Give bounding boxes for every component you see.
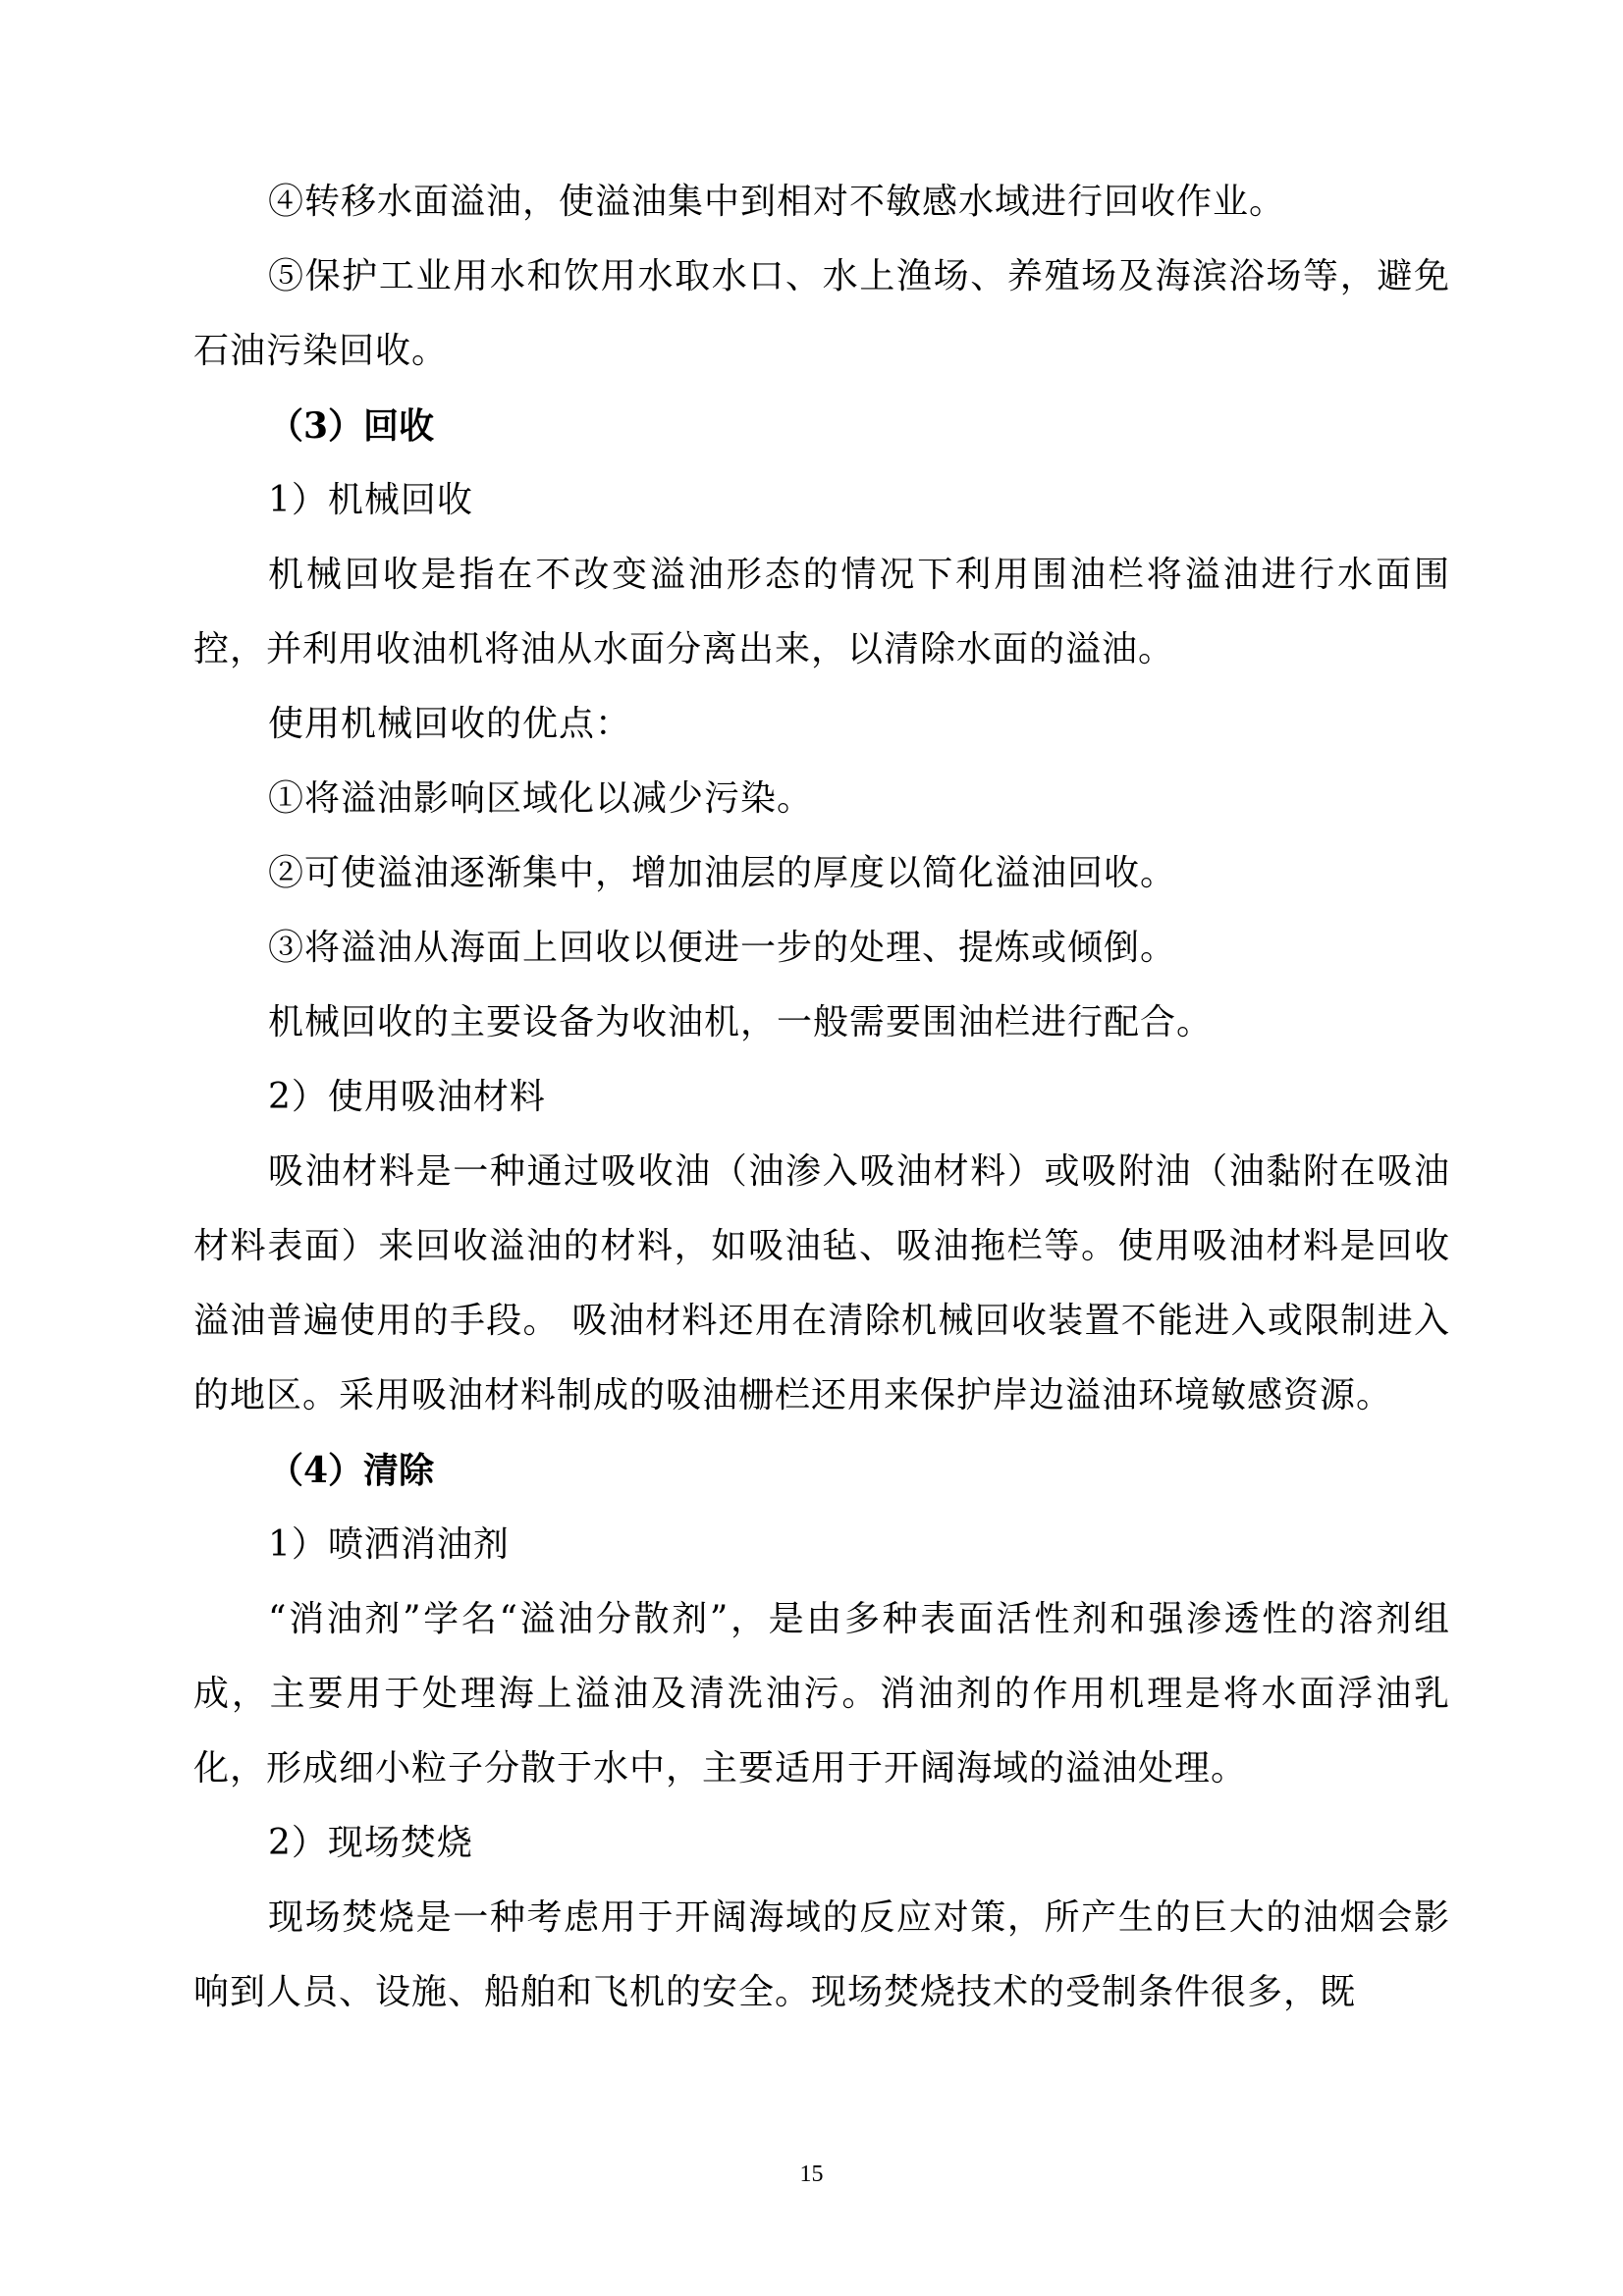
subsection-title: 1）喷洒消油剂 — [268, 1524, 510, 1565]
subsection-title: 1）机械回收 — [268, 480, 473, 520]
paragraph: ④转移水面溢油，使溢油集中到相对不敏感水域进行回收作业。 — [268, 182, 1286, 222]
body-text — [193, 165, 1450, 2030]
subsection-title: 2）使用吸油材料 — [268, 1077, 546, 1117]
section-heading: （3）回收 — [268, 405, 435, 447]
paragraph: 现场焚烧是一种考虑用于开阔海域的反应对策，所产生的巨大的油烟会影响到人员、设施、船舶和飞机的安全。现场焚烧技术的受制条件很多，既 — [193, 1897, 1450, 2012]
paragraph: 吸油材料是一种通过吸收油（油渗入吸油材料）或吸附油（油黏附在吸油材料表面）来回收溢油的材料，如吸油毡、吸油拖栏等。使用吸油材料是回收溢油普遍使用的手段。 吸油材料还用在清除机械回收装置不能进入或限制进入的地区。采用吸油材料制成的吸油栅栏还用来保护岸边溢油环境敏感资源。 — [193, 1151, 1450, 1415]
section-heading: （4）清除 — [268, 1450, 435, 1491]
list-item: ②可使溢油逐渐集中，增加油层的厚度以简化溢油回收。 — [268, 853, 1177, 893]
list-item: ①将溢油影响区域化以减少污染。 — [268, 778, 814, 819]
subsection-title: 2）现场焚烧 — [268, 1823, 473, 1863]
paragraph: 机械回收是指在不改变溢油形态的情况下利用围油栏将溢油进行水面围控，并利用收油机将油从水面分离出来，以清除水面的溢油。 — [193, 555, 1450, 669]
list-item: ③将溢油从海面上回收以便进一步的处理、提炼或倾倒。 — [268, 928, 1177, 968]
paragraph: 使用机械回收的优点： — [268, 704, 632, 744]
paragraph: “消油剂”学名“溢油分散剂”，是由多种表面活性剂和强渗透性的溶剂组成，主要用于处理海上溢油及清洗油污。消油剂的作用机理是将水面浮油乳化，形成细小粒子分散于水中，主要适用于开阔海域的溢油处理。 — [193, 1599, 1450, 1789]
paragraph: 机械回收的主要设备为收油机，一般需要围油栏进行配合。 — [268, 1002, 1214, 1042]
paragraph: ⑤保护工业用水和饮用水取水口、水上渔场、养殖场及海滨浴场等，避免石油污染回收。 — [193, 256, 1450, 371]
page-number: 15 — [799, 2162, 824, 2187]
